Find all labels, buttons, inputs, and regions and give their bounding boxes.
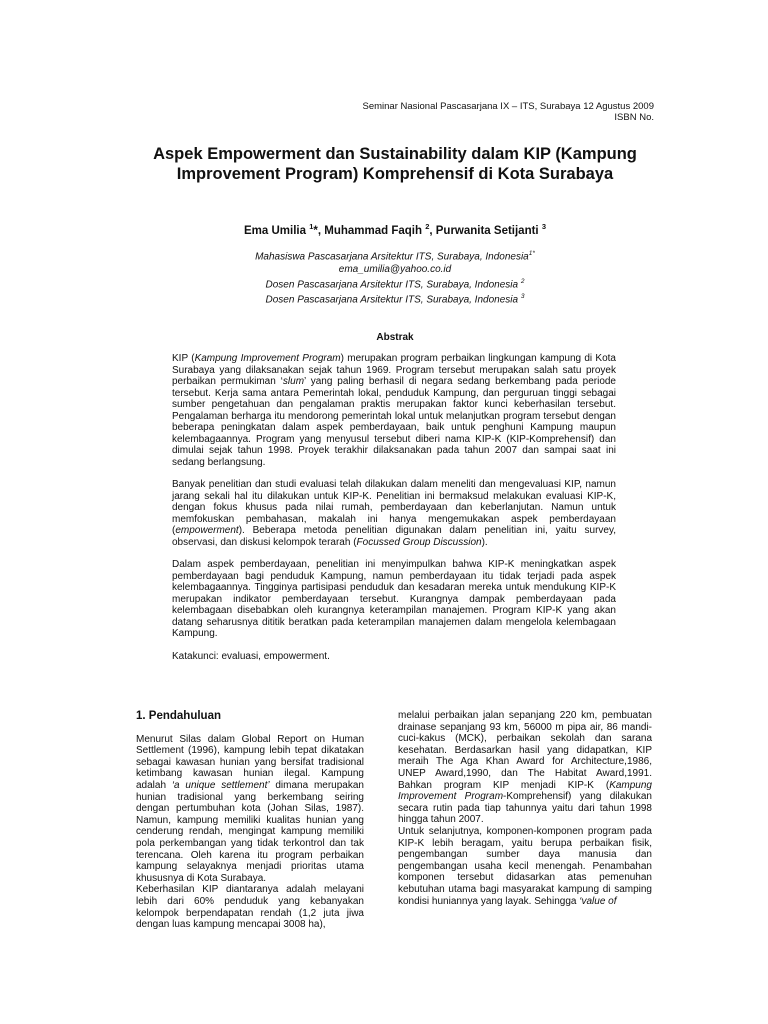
author-list bbox=[150, 222, 640, 237]
abstract-paragraph-1 bbox=[172, 353, 616, 468]
intro-paragraph-1 bbox=[136, 734, 364, 885]
affiliation-1-text: Mahasiswa Pascasarjana Arsitektur ITS, Surabaya, Indonesia bbox=[255, 251, 529, 263]
title-line-1: Aspek Empowerment dan Sustainability dalam KIP (Kampung bbox=[153, 145, 637, 163]
text-run-italic: Kampung Improvement Program bbox=[398, 779, 652, 803]
text-run: ’ yang paling berhasil di negara sedang berkembang pada periode tersebut. Kerja sama antara Pemerintah lokal, penduduk Kampung, dan perguruan tinggi sebagai sumber pengetahuan dan pengalaman praktis merupakan faktor kunci keberhasilan tersebut. Pengalaman berharga itu mendorong pemerintah lokal untuk melanjutkan program tersebut dengan beberapa peningkatan dalam aspek pemberdayaan, baik untuk penghuni Kampung maupun kelembagaannya. Program yang menyusul tersebut diberi nama KIP-K (KIP-Komprehensif) dan dimulai sejak tahun 1998. Proyek terakhir dilaksanakan pada tahun 2007 dan sampai saat ini sedang berlangsung. bbox=[172, 376, 616, 468]
paper-title bbox=[140, 144, 650, 184]
affiliation-2-sup: 2 bbox=[520, 277, 525, 285]
author-1-mark: *, bbox=[313, 224, 325, 237]
text-run-italic: empowerment bbox=[175, 525, 239, 536]
affiliation-2-text: Dosen Pascasarjana Arsitektur ITS, Surabaya, Indonesia bbox=[265, 279, 521, 291]
text-run: dimana merupakan hunian tradisional yang berkembang seiring dengan pertumbuhan kota (Johan Silas, 1987). Namun, kampung memiliki kualitas hunian yang cenderung rendah, mengingat kampung memiliki pola perkembangan yang tidak terkontrol dan tak terencana. Oleh karena itu program perbaikan kampung selayaknya menjadi prioritas utama khususnya di Kota Surabaya. bbox=[136, 779, 364, 884]
affiliation-1-sup: 1* bbox=[528, 250, 535, 257]
title-line-2: Improvement Program) Komprehensif di Kota Surabaya bbox=[176, 165, 614, 183]
affiliation-1 bbox=[150, 248, 640, 264]
text-run-italic: ‘a unique settlement’ bbox=[171, 779, 270, 791]
text-run: Banyak penelitian dan studi evaluasi telah dilakukan dalam meneliti dan mengevaluasi KIP, namun jarang sekali hal itu dilakukan untuk KIP-K. Penelitian ini bermaksud melakukan evaluasi KIP-K, dengan fokus khusus pada nilai rumah, pemberdayaan dan keberlanjutan. Namun untuk memfokuskan pembahasan, makalah ini hanya mengemukakan aspek pemberdayaan ( bbox=[172, 479, 616, 536]
text-run: -Komprehensif) yang dilakukan secara rutin pada tiap tahunnya yaitu dari tahun 1998 hingga tahun 2007. bbox=[398, 791, 652, 826]
author-separator: , bbox=[429, 224, 436, 237]
keywords: Katakunci: evaluasi, empowerment. bbox=[172, 650, 330, 662]
intro-paragraph-4 bbox=[398, 826, 652, 907]
abstract-heading: Abstrak bbox=[376, 332, 414, 343]
text-run: Menurut Silas dalam Global Report on Human Settlement (1996), kampung lebih tepat dikatakan sebagai kawasan hunian yang bersifat tradisional ketimbang kawasan hunian ilegal. Kampung adalah bbox=[136, 733, 364, 791]
author-3-affil: 3 bbox=[541, 222, 546, 231]
author-email: ema_umilia@yahoo.co.id bbox=[338, 263, 452, 275]
affiliation-2 bbox=[150, 276, 640, 292]
column-left bbox=[136, 711, 364, 931]
abstract-paragraph-2 bbox=[172, 479, 616, 548]
author-2: Muhammad Faqih bbox=[324, 224, 426, 237]
text-run: ) merupakan program perbaikan lingkungan kampung di Kota Surabaya yang dilaksanakan sejak tahun 1969. Program tersebut merupakan salah satu proyek perbaikan permukiman ‘ bbox=[172, 353, 616, 387]
affiliation-3 bbox=[150, 291, 640, 307]
text-run-italic: ‘value of bbox=[579, 895, 617, 907]
affiliations bbox=[150, 248, 640, 307]
intro-paragraph-2: Keberhasilan KIP diantaranya adalah melayani lebih dari 60% penduduk yang kebanyakan kelompok berpendapatan rendah (1,2 juta jiwa dengan luas kampung mencapai 3008 ha), bbox=[136, 884, 364, 931]
text-run-italic: Kampung Improvement Program bbox=[194, 353, 341, 364]
column-right bbox=[398, 710, 652, 907]
affiliation-3-sup: 3 bbox=[520, 293, 525, 301]
running-header bbox=[362, 101, 654, 123]
header-conference: Seminar Nasional Pascasarjana IX – ITS, Surabaya 12 Agustus 2009 bbox=[362, 101, 654, 112]
text-run: ). Beberapa metoda penelitian digunakan dalam penelitian ini, yaitu survey, observasi, dan diskusi kelompok terarah ( bbox=[172, 525, 616, 548]
header-isbn: ISBN No. bbox=[614, 112, 654, 123]
intro-paragraph-3 bbox=[398, 710, 652, 826]
affiliation-3-text: Dosen Pascasarjana Arsitektur ITS, Surabaya, Indonesia bbox=[265, 294, 521, 306]
text-run: ). bbox=[481, 536, 488, 548]
author-2-affil: 2 bbox=[425, 222, 430, 231]
author-1-affil: 1 bbox=[309, 222, 314, 231]
section-heading: 1. Pendahuluan bbox=[136, 710, 221, 722]
text-run: Untuk selanjutnya, komponen-komponen program pada KIP-K lebih beragam, yaitu berupa perbaikan fisik, pengembangan sumber daya manusia dan pengembangan usaha kecil menengah. Penambahan komponen tersebut didasarkan atas pemenuhan kebutuhan utama bagi masyarakat kampung di samping kondisi huniannya yang layak. Sehingga bbox=[398, 825, 652, 907]
text-run-italic: Focussed Group Discussion bbox=[356, 536, 482, 548]
author-3: Purwanita Setijanti bbox=[435, 224, 542, 237]
text-run: KIP ( bbox=[172, 353, 195, 364]
author-1: Ema Umilia bbox=[243, 224, 310, 237]
abstract-body bbox=[172, 353, 616, 673]
text-run: melalui perbaikan jalan sepanjang 220 km, pembuatan drainase sepanjang 93 km, 56000 m pipa air, 86 mandi-cuci-kakus (MCK), perbaikan sekolah dan sarana kesehatan. Berdasarkan hasil yang didapatkan, KIP meraih The Aga Khan Award for Architecture,1986, UNEP Award,1990, dan The Habitat Award,1991. Bahkan program KIP menjadi KIP-K ( bbox=[398, 710, 652, 791]
abstract-paragraph-3: Dalam aspek pemberdayaan, penelitian ini menyimpulkan bahwa KIP-K meningkatkan aspek pemberdayaan bagi penduduk Kampung, namun pemberdayaan itu tidak terjadi pada aspek kelembagaannya. Tingginya partisipasi penduduk dan kesadaran mereka untuk mendukung KIP-K merupakan indikator pemberdayaan tersebut. Kurangnya dampak pemberdayaan pada kelembagaan disebabkan oleh kurangnya keterampilan manajemen. Program KIP-K yang akan datang seharusnya dititik beratkan pada keterampilan manajemen dalam mengelola kelembagaan Kampung. bbox=[172, 559, 616, 639]
text-run-italic: slum bbox=[282, 376, 305, 387]
